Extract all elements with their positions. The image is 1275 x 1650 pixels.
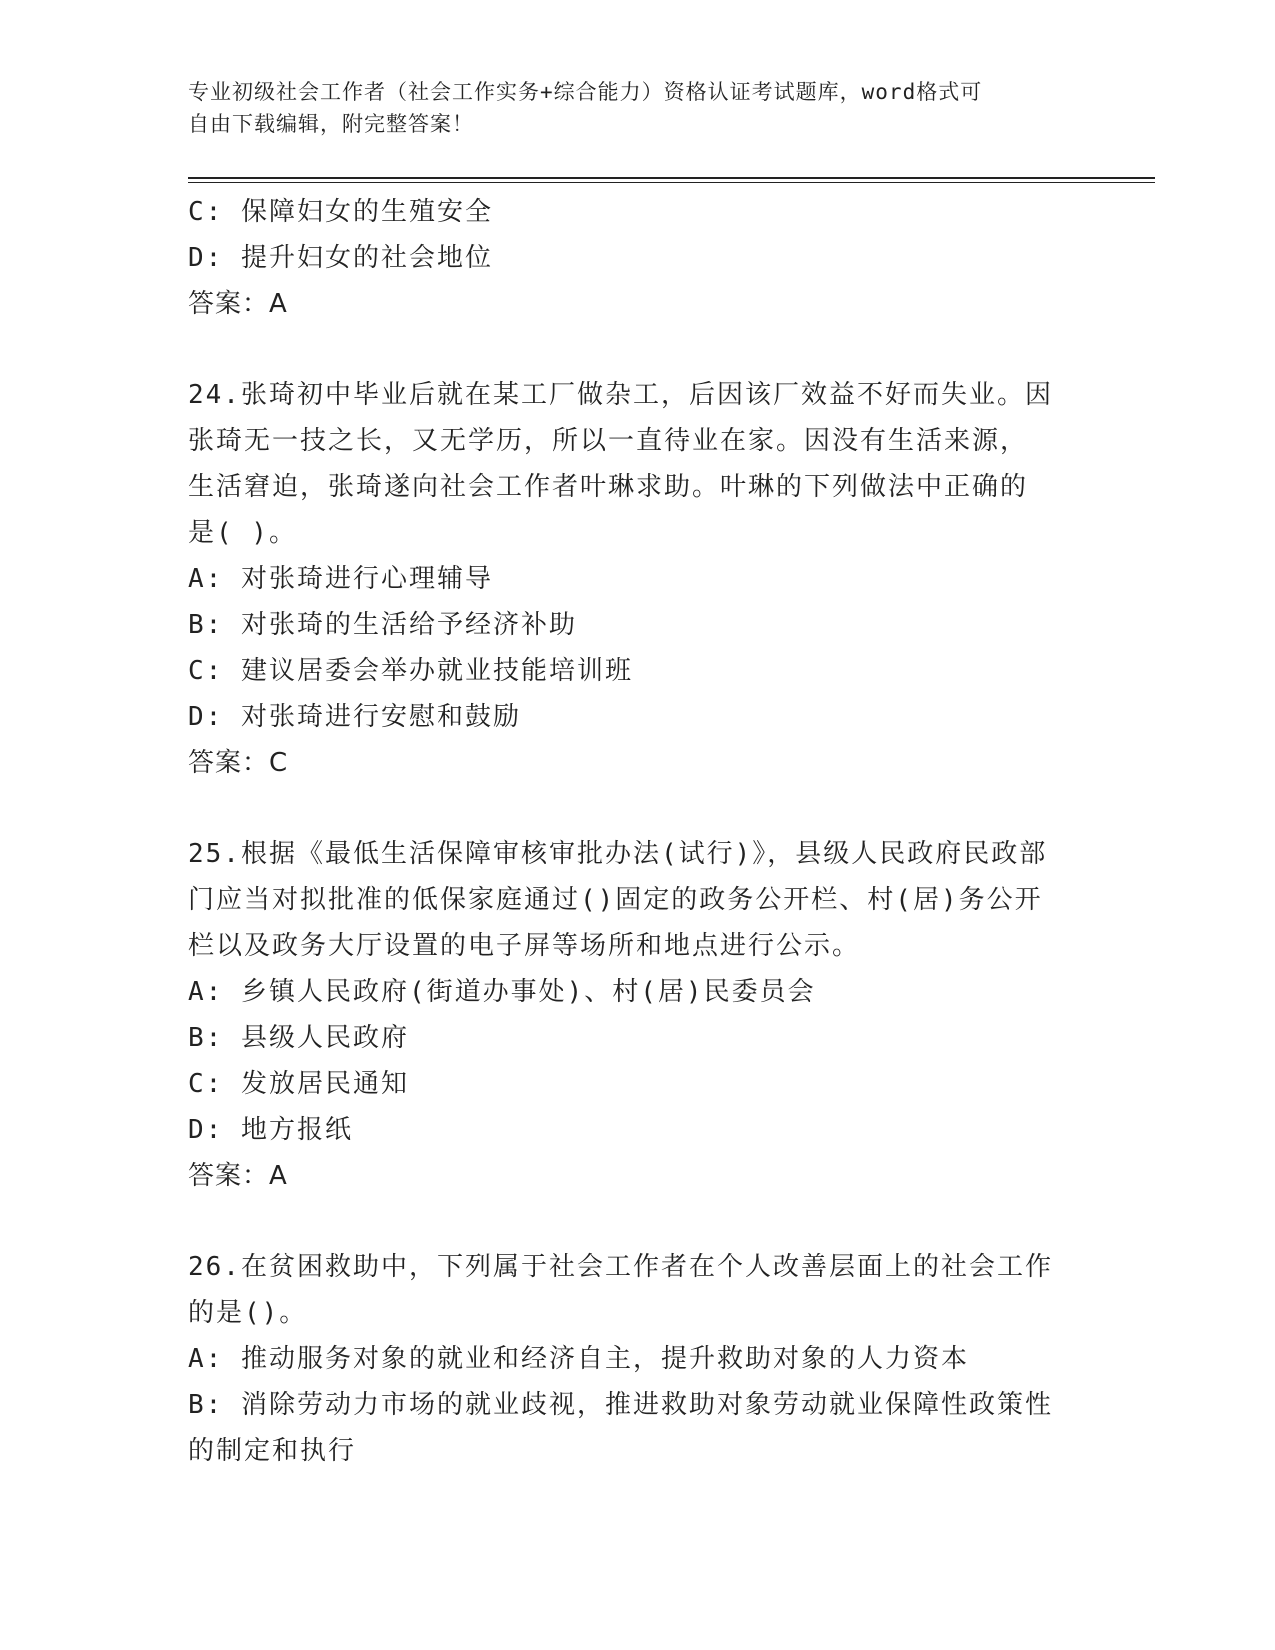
question-stem-line: 是( )。 <box>188 518 297 548</box>
question-stem-line: 25.根据《最低生活保障审核审批办法(试行)》，县级人民政府民政部 <box>188 839 1048 869</box>
answer-line: 答案：A <box>188 289 288 319</box>
question-stem-line: 24.张琦初中毕业后就在某工厂做杂工，后因该厂效益不好而失业。因 <box>188 380 1053 410</box>
question-stem-line: 门应当对拟批准的低保家庭通过()固定的政务公开栏、村(居)务公开 <box>188 885 1043 915</box>
question-stem-line: 的是()。 <box>188 1298 308 1328</box>
option-d: D: 提升妇女的社会地位 <box>188 243 493 273</box>
option-a: A: 对张琦进行心理辅导 <box>188 564 493 594</box>
header-line-2: 自由下载编辑，附完整答案！ <box>188 112 474 136</box>
question-stem-line: 生活窘迫，张琦遂向社会工作者叶琳求助。叶琳的下列做法中正确的 <box>188 472 1029 502</box>
header-divider-thick <box>188 177 1155 179</box>
header-line-1: 专业初级社会工作者（社会工作实务+综合能力）资格认证考试题库，word格式可 <box>188 80 983 104</box>
option-a: A: 推动服务对象的就业和经济自主，提升救助对象的人力资本 <box>188 1344 969 1374</box>
document-body <box>188 189 1088 1474</box>
page-header <box>188 76 1088 140</box>
answer-line: 答案：A <box>188 1161 288 1191</box>
question-23-continuation <box>188 189 1088 327</box>
question-24 <box>188 372 1088 786</box>
question-26 <box>188 1244 1088 1474</box>
option-b-continued: 的制定和执行 <box>188 1436 357 1466</box>
option-d: D: 对张琦进行安慰和鼓励 <box>188 702 521 732</box>
option-b: B: 县级人民政府 <box>188 1023 409 1053</box>
option-c: C: 发放居民通知 <box>188 1069 409 1099</box>
option-b: B: 消除劳动力市场的就业歧视，推进救助对象劳动就业保障性政策性 <box>188 1390 1053 1420</box>
answer-line: 答案：C <box>188 748 289 778</box>
option-b: B: 对张琦的生活给予经济补助 <box>188 610 577 640</box>
header-divider-thin <box>188 182 1155 183</box>
question-stem-line: 张琦无一技之长，又无学历，所以一直待业在家。因没有生活来源， <box>188 426 1029 456</box>
option-c: C: 建议居委会举办就业技能培训班 <box>188 656 633 686</box>
option-d: D: 地方报纸 <box>188 1115 353 1145</box>
question-stem-line: 栏以及政务大厅设置的电子屏等场所和地点进行公示。 <box>188 931 861 961</box>
question-stem-line: 26.在贫困救助中，下列属于社会工作者在个人改善层面上的社会工作 <box>188 1252 1053 1282</box>
option-a: A: 乡镇人民政府(街道办事处)、村(居)民委员会 <box>188 977 816 1007</box>
question-25 <box>188 831 1088 1199</box>
option-c: C: 保障妇女的生殖安全 <box>188 197 493 227</box>
